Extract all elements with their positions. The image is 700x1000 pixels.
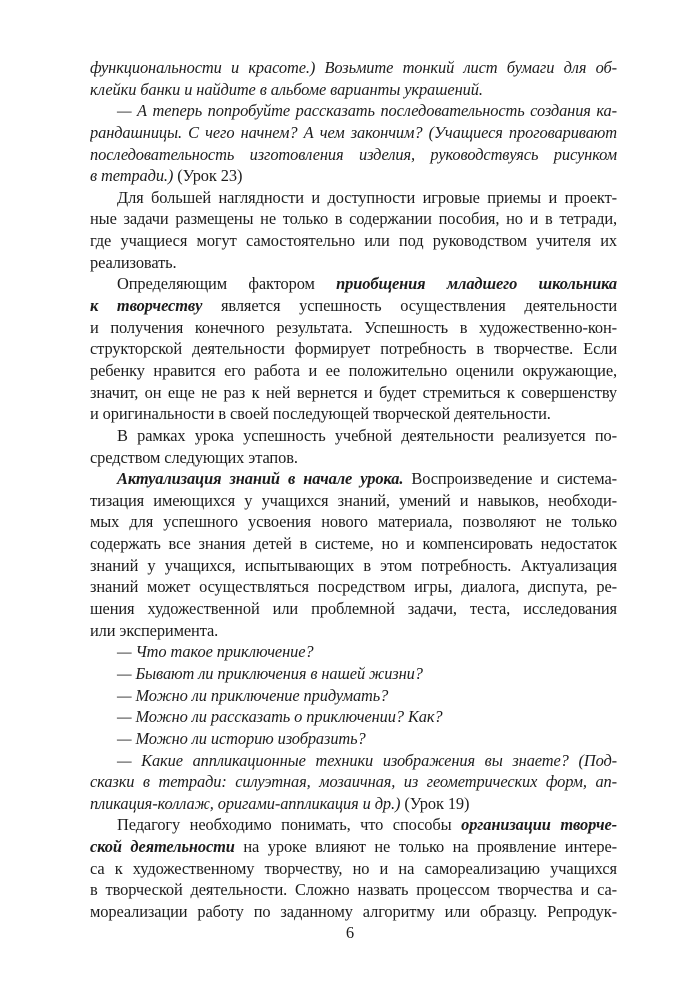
text-segment: мореализации работу по заданному алгоритму или образцу. Репродук- (90, 901, 617, 921)
text-line (90, 382, 617, 404)
text-line (90, 468, 617, 490)
text-segment: организации творче- (461, 815, 617, 835)
text-line (90, 533, 617, 555)
text-line (90, 100, 617, 122)
text-segment: является успешность осуществления деятельности (202, 296, 617, 316)
text-line (90, 750, 617, 772)
text-segment: где учащиеся могут самостоятельно или под руководством учителя их (90, 231, 617, 251)
text-line (90, 338, 617, 360)
text-line (90, 598, 617, 620)
text-line (90, 836, 617, 858)
text-line (90, 685, 617, 707)
text-line (90, 814, 617, 836)
text-segment: к творчеству (90, 296, 203, 316)
text-line (90, 187, 617, 209)
text-segment: В рамках урока успешность учебной деятельности реализуется по- (117, 425, 617, 445)
text-line (90, 360, 617, 382)
text-segment: в творческой деятельности. Сложно назвать процессом творчества и са- (90, 880, 617, 900)
text-segment: ные задачи размещены не только в содержании пособия, но и в тетради, (90, 209, 617, 229)
text-segment: средством следующих этапов. (90, 447, 298, 467)
text-segment: — Какие аппликационные техники изображения вы знаете? (Под- (117, 750, 617, 770)
text-line (90, 122, 617, 144)
text-line (90, 490, 617, 512)
text-line (90, 144, 617, 166)
text-segment: Воспроизведение и система- (403, 469, 617, 489)
page-text (90, 57, 617, 923)
text-segment: клейки банки и найдите в альбоме варианты украшений. (90, 79, 483, 99)
text-line (90, 252, 617, 274)
text-line (90, 771, 617, 793)
text-line (90, 663, 617, 685)
text-line (90, 403, 617, 425)
text-line (90, 511, 617, 533)
text-segment: и получения конечного результата. Успешность в художественно-кон- (90, 317, 617, 337)
text-segment: знаний может осуществляться посредством игры, диалога, диспута, ре- (90, 577, 617, 597)
text-segment: мых для успешного усвоения нового материала, позволяют не только (90, 512, 617, 532)
text-line (90, 317, 617, 339)
text-segment: Определяющим фактором (117, 274, 337, 294)
text-line (90, 858, 617, 880)
text-line (90, 57, 617, 79)
text-segment: — Можно ли историю изобразить? (117, 728, 366, 748)
text-line (90, 728, 617, 750)
text-segment: — Бывают ли приключения в нашей жизни? (117, 663, 423, 683)
text-segment: ребенку нравится его работа и ее положительно оценили окружающие, (90, 360, 617, 380)
text-segment: функциональности и красоте.) Возьмите тонкий лист бумаги для об- (90, 58, 617, 77)
text-segment: и оригинальности в своей последующей творческой деятельности. (90, 404, 551, 424)
text-segment: или эксперимента. (90, 620, 219, 640)
text-line (90, 901, 617, 923)
text-segment: Для большей наглядности и доступности игровые приемы и проект- (117, 187, 617, 207)
text-line (90, 447, 617, 469)
text-segment: сказки в тетради: силуэтная, мозаичная, из геометрических форм, ап- (90, 772, 617, 792)
text-line (90, 208, 617, 230)
text-segment: Педагогу необходимо понимать, что способы (117, 815, 462, 835)
text-segment: (Урок 19) (400, 793, 470, 813)
text-segment: — Можно ли приключение придумать? (117, 685, 389, 705)
text-line (90, 641, 617, 663)
text-line (90, 295, 617, 317)
text-segment: Актуализация знаний в начале урока. (117, 469, 404, 489)
text-segment: — А теперь попробуйте рассказать последовательность создания ка- (117, 101, 617, 121)
text-line (90, 165, 617, 187)
text-segment: значит, он еще не раз к ней вернется и будет стремиться к совершенству (90, 382, 617, 402)
text-segment: — Можно ли рассказать о приключении? Как? (117, 707, 443, 727)
text-line (90, 793, 617, 815)
text-segment: ской деятельности (90, 837, 235, 857)
text-segment: содержать все знания детей в системе, но и компенсировать недостаток (90, 534, 617, 554)
text-segment: структорской деятельности формирует потребность в творчестве. Если (90, 339, 617, 359)
text-line (90, 620, 617, 642)
text-line (90, 879, 617, 901)
page-number: 6 (345, 923, 355, 942)
text-line (90, 555, 617, 577)
text-segment: на уроке влияют не только на проявление интере- (234, 837, 617, 857)
text-segment: приобщения младшего школьника (336, 274, 617, 294)
text-segment: шения художественной или проблемной задачи, теста, исследования (90, 599, 617, 619)
text-segment: пликация-коллаж, оригами-аппликация и др.) (90, 793, 401, 813)
text-segment: — Что такое приключение? (117, 642, 314, 662)
text-line (90, 576, 617, 598)
text-line (90, 425, 617, 447)
text-segment: са к художественному творчеству, но и на самореализацию учащихся (90, 858, 617, 878)
text-line (90, 79, 617, 101)
text-segment: тизация имеющихся у учащихся знаний, умений и навыков, необходи- (90, 490, 617, 510)
text-segment: (Урок 23) (173, 166, 243, 186)
text-line (90, 273, 617, 295)
text-segment: в тетради.) (90, 166, 174, 186)
text-segment: реализовать. (90, 252, 177, 272)
text-segment: рандашницы. С чего начнем? А чем закончим? (Учащиеся проговаривают (90, 122, 617, 142)
text-segment: последовательность изготовления изделия, руководствуясь рисунком (90, 144, 617, 164)
text-line (90, 230, 617, 252)
text-line (90, 706, 617, 728)
text-segment: знаний у учащихся, испытывающих в этом потребность. Актуализация (90, 555, 617, 575)
